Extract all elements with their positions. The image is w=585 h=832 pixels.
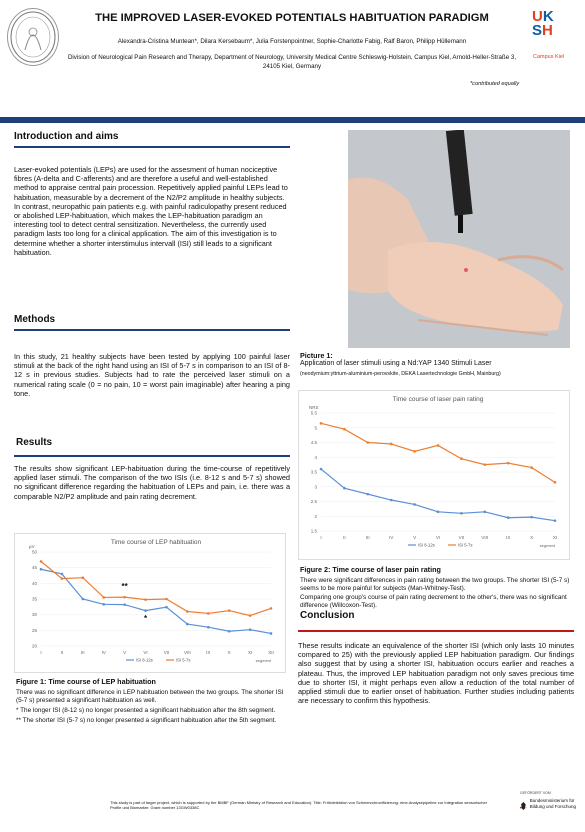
y-tick-label: 20 — [31, 643, 37, 649]
header-divider — [0, 117, 585, 123]
data-point — [186, 623, 189, 626]
data-point — [413, 503, 416, 506]
chart-title: Time course of laser pain rating — [392, 396, 484, 403]
data-point — [123, 596, 126, 599]
data-point — [554, 519, 557, 522]
x-tick-label: IX — [206, 650, 211, 655]
y-tick-label: 2.5 — [310, 499, 317, 504]
y-axis-label: NRS — [309, 405, 319, 410]
x-axis-label: segment — [255, 658, 271, 663]
conclusion-heading: Conclusion — [300, 610, 355, 621]
data-point — [484, 463, 487, 466]
y-tick-label: 45 — [31, 565, 37, 571]
figure1-caption: There was no significant difference in LEP habituation between the two groups. The shorter ISI (5-7 s) presented a significant habituation as well. * The longer ISI (8-12 s) no longer presented a significant habituation after the 8th segment. ** The shorter ISI (5-7 s) no longer presented a significant habituation after the 5th segment. — [16, 689, 284, 724]
conclusion-text: These results indicate an equivalence of the shorter ISI (which only lasts 10 minutes compared to 25) with the previously applied LEP habituation paradigm. Our findings also suggest that by using a shorter ISI, habituation occurs earlier and reaches a plateau. Thus, the improved LEP habituation paradigm not only saves precious time due to shorter ISI, it might perhaps even allow a reduction of the total number of applied stimuli due to earlier onset of habituation. Further studies including patients are necessary to confirm this hypothesis. — [298, 641, 574, 706]
x-tick-label: I — [40, 650, 42, 655]
data-point — [61, 573, 64, 576]
results-heading: Results — [16, 437, 53, 448]
methods-rule — [14, 329, 290, 331]
y-tick-label: 25 — [31, 627, 37, 633]
affiliation: Division of Neurological Pain Research and Therapy, Department of Neurology, University Medical Centre Schleswig-Holstein, Campus Kiel, Arnold-Heller-Straße 3, 24105 Kiel, Germany — [67, 54, 517, 70]
x-tick-label: X — [530, 535, 534, 540]
poster-title: THE IMPROVED LASER-EVOKED POTENTIALS HABITUATION PARADIGM — [95, 12, 489, 24]
x-tick-label: VII — [163, 650, 170, 655]
y-tick-label: 2 — [314, 513, 317, 519]
methods-heading: Methods — [14, 314, 56, 325]
x-tick-label: VI — [143, 650, 148, 655]
hand-laser-illustration — [348, 130, 570, 348]
lep-chart-svg — [15, 534, 287, 674]
series-line-0 — [41, 569, 271, 633]
intro-text: Laser-evoked potentials (LEPs) are used for the assesment of human nociceptive fibres (A-delta and C-afferents) and are therefore a useful and well-established method to appraise central pain procession. Repetitively applied painful LEPs lead to habituation, measurable by a decrement of the N2/P2 amplitude in healthy subjects. In contrast, neuropathic pain patients e.g. with painful radiculopathy present reduced or abolished LEP-habituation, which makes the LEP-habituation paradigm an interesting tool to detect central sensitization. Nevertheless, the currently used paradigm lasts too long for a clinical application. The aim of this investigation is to determine whether a shorter interstimulus intervall (ISI) still leads to a significant habituation. — [14, 165, 288, 257]
x-tick-label: II — [343, 535, 346, 540]
data-point — [437, 444, 440, 447]
laser-application-photo — [348, 130, 570, 348]
series-line-1 — [41, 561, 271, 615]
x-tick-label: XI — [552, 535, 558, 540]
significance-annotation: * — [143, 613, 148, 623]
campus-label: Campus Kiel — [533, 54, 565, 60]
contribution-note: *contributed equally — [470, 81, 520, 87]
y-tick-label: 35 — [31, 596, 37, 602]
data-point — [320, 422, 323, 425]
data-point — [413, 450, 416, 453]
picture1-caption: Application of laser stimuli using a Nd:YAP 1340 Stimuli Laser — [300, 360, 492, 367]
data-point — [530, 516, 533, 519]
data-point — [484, 511, 487, 514]
x-tick-label: VI — [435, 535, 441, 540]
y-tick-label: 40 — [31, 580, 37, 586]
x-tick-label: VIII — [183, 650, 191, 655]
data-point — [390, 443, 393, 446]
data-point — [343, 428, 346, 431]
figure1-caption-title: Figure 1: Time course of LEP habituation — [16, 677, 156, 686]
data-point — [460, 457, 463, 460]
data-point — [343, 487, 346, 490]
legend-label: ISI 5-7s — [176, 657, 191, 663]
data-point — [270, 632, 273, 635]
legend-label: ISI 8-12s — [418, 542, 435, 548]
lep-chart — [14, 533, 286, 673]
y-tick-label: 5 — [314, 425, 317, 431]
x-tick-label: X — [227, 650, 231, 655]
x-tick-label: XI — [247, 650, 253, 655]
data-point — [165, 598, 168, 601]
y-tick-label: 50 — [31, 549, 37, 555]
data-point — [102, 596, 105, 599]
figure2-caption: There were significant differences in pain rating between the two groups. The shorter ISI (5-7 s) seems to be more painful for subjects (Man-Whitney-Test). Comparing one group's course of pain rating decrement to the other's, there was no significant difference (Willcoxon-Test). — [300, 577, 570, 609]
data-point — [437, 511, 440, 514]
data-point — [249, 628, 252, 631]
federal-eagle-icon — [520, 798, 527, 814]
methods-text: In this study, 21 healthy subjects have been tested by applying 100 painful laser stimuli at the back of the right hand using an ISI of 5-7 s in comparison to an ISI of 8-12 s in previous studies. Subjects had to rate the perceived laser stimuli on a numerical rating scale (0 = no pain, 10 = worst pain imaginable) after hearing a ping tone. — [14, 352, 290, 398]
x-tick-label: IV — [389, 535, 394, 540]
x-tick-label: IV — [101, 650, 106, 655]
y-tick-label: 3.5 — [310, 469, 317, 475]
legend-label: ISI 8-12s — [136, 657, 153, 663]
x-tick-label: V — [123, 650, 127, 655]
x-tick-label: I — [320, 535, 322, 540]
x-tick-label: III — [365, 535, 370, 540]
data-point — [507, 516, 510, 519]
data-point — [165, 606, 168, 609]
seal-icon — [9, 10, 57, 64]
significance-annotation: ** — [121, 581, 128, 591]
data-point — [186, 610, 189, 613]
data-point — [390, 499, 393, 502]
x-axis-label: segment — [539, 543, 555, 548]
data-point — [367, 441, 370, 444]
data-point — [367, 493, 370, 496]
data-point — [82, 598, 85, 601]
x-tick-label: VII — [458, 535, 465, 540]
pain-chart — [298, 390, 570, 560]
data-point — [460, 512, 463, 515]
intro-heading: Introduction and aims — [14, 131, 119, 142]
data-point — [82, 576, 85, 579]
bmbf-logo: GEFÖRDERT VOM Bundesministerium für Bildung und Forschung — [520, 790, 582, 814]
uksh-logo: UK SH — [532, 8, 554, 39]
y-tick-label: 5.5 — [310, 410, 317, 416]
chart-title: Time course of LEP habituation — [110, 539, 202, 546]
x-tick-label: II — [60, 650, 64, 655]
y-tick-label: 4.5 — [310, 440, 317, 445]
intro-rule — [14, 146, 290, 148]
university-seal-logo — [7, 8, 59, 66]
data-point — [270, 607, 273, 610]
y-tick-label: 1.5 — [310, 528, 317, 534]
data-point — [228, 609, 231, 612]
data-point — [207, 612, 210, 615]
x-tick-label: V — [413, 535, 417, 540]
picture1-caption-sub: (neodymium:yttrium-aluminium-perovskite, DEKA Lasertechnologie GmbH, Mainburg) — [300, 371, 501, 377]
legend-label: ISI 5-7s — [458, 542, 473, 548]
author-list: Alexandra-Cristina Muntean*, Dilara Kersebaum*, Julia Forstenpointner, Sophie-Charlotte Fabig, Ralf Baron, Philipp Hüllemann — [117, 38, 467, 45]
data-point — [554, 481, 557, 484]
figure2-caption-title: Figure 2: Time course of laser pain rating — [300, 565, 441, 574]
data-point — [228, 630, 231, 633]
data-point — [507, 462, 510, 465]
data-point — [530, 466, 533, 469]
y-tick-label: 3 — [314, 484, 317, 490]
results-rule — [14, 455, 290, 457]
series-line-1 — [321, 423, 555, 482]
data-point — [207, 626, 210, 629]
x-tick-label: III — [80, 650, 85, 655]
results-text: The results show significant LEP-habituation during the time-course of repetitively applied laser stimuli. The comparison of the two ISIs (i.e. 8-12 s and 5-7 s) showed no significant difference regarding the habituation of LEPs and pain, i.e. there was a comparable N2/P2 amplitude and pain rating decrement. — [14, 464, 290, 501]
funding-note: This study is part of larger project, which is supported by the BMBF (German Ministry of Research and Education). Title: Frühdetektion von Schmerzchronifizierung: eine Analysepipeline zur Integration sensorischer Profile und Biomarker. Grant number 13GW0338C — [110, 800, 488, 810]
y-axis-label: µV — [29, 544, 35, 549]
data-point — [249, 614, 252, 617]
x-tick-label: IX — [506, 535, 511, 540]
y-tick-label: 4 — [314, 454, 317, 460]
data-point — [40, 568, 43, 571]
data-point — [144, 609, 147, 612]
data-point — [61, 577, 64, 580]
data-point — [144, 598, 147, 601]
data-point — [40, 560, 43, 563]
data-point — [102, 603, 105, 606]
x-tick-label: VIII — [481, 535, 489, 540]
pain-chart-svg — [299, 391, 571, 561]
y-tick-label: 30 — [31, 612, 37, 618]
picture1-caption-title: Picture 1: — [300, 351, 333, 360]
data-point — [320, 468, 323, 471]
x-tick-label: XII — [268, 650, 274, 655]
conclusion-rule — [298, 630, 574, 632]
data-point — [123, 603, 126, 606]
